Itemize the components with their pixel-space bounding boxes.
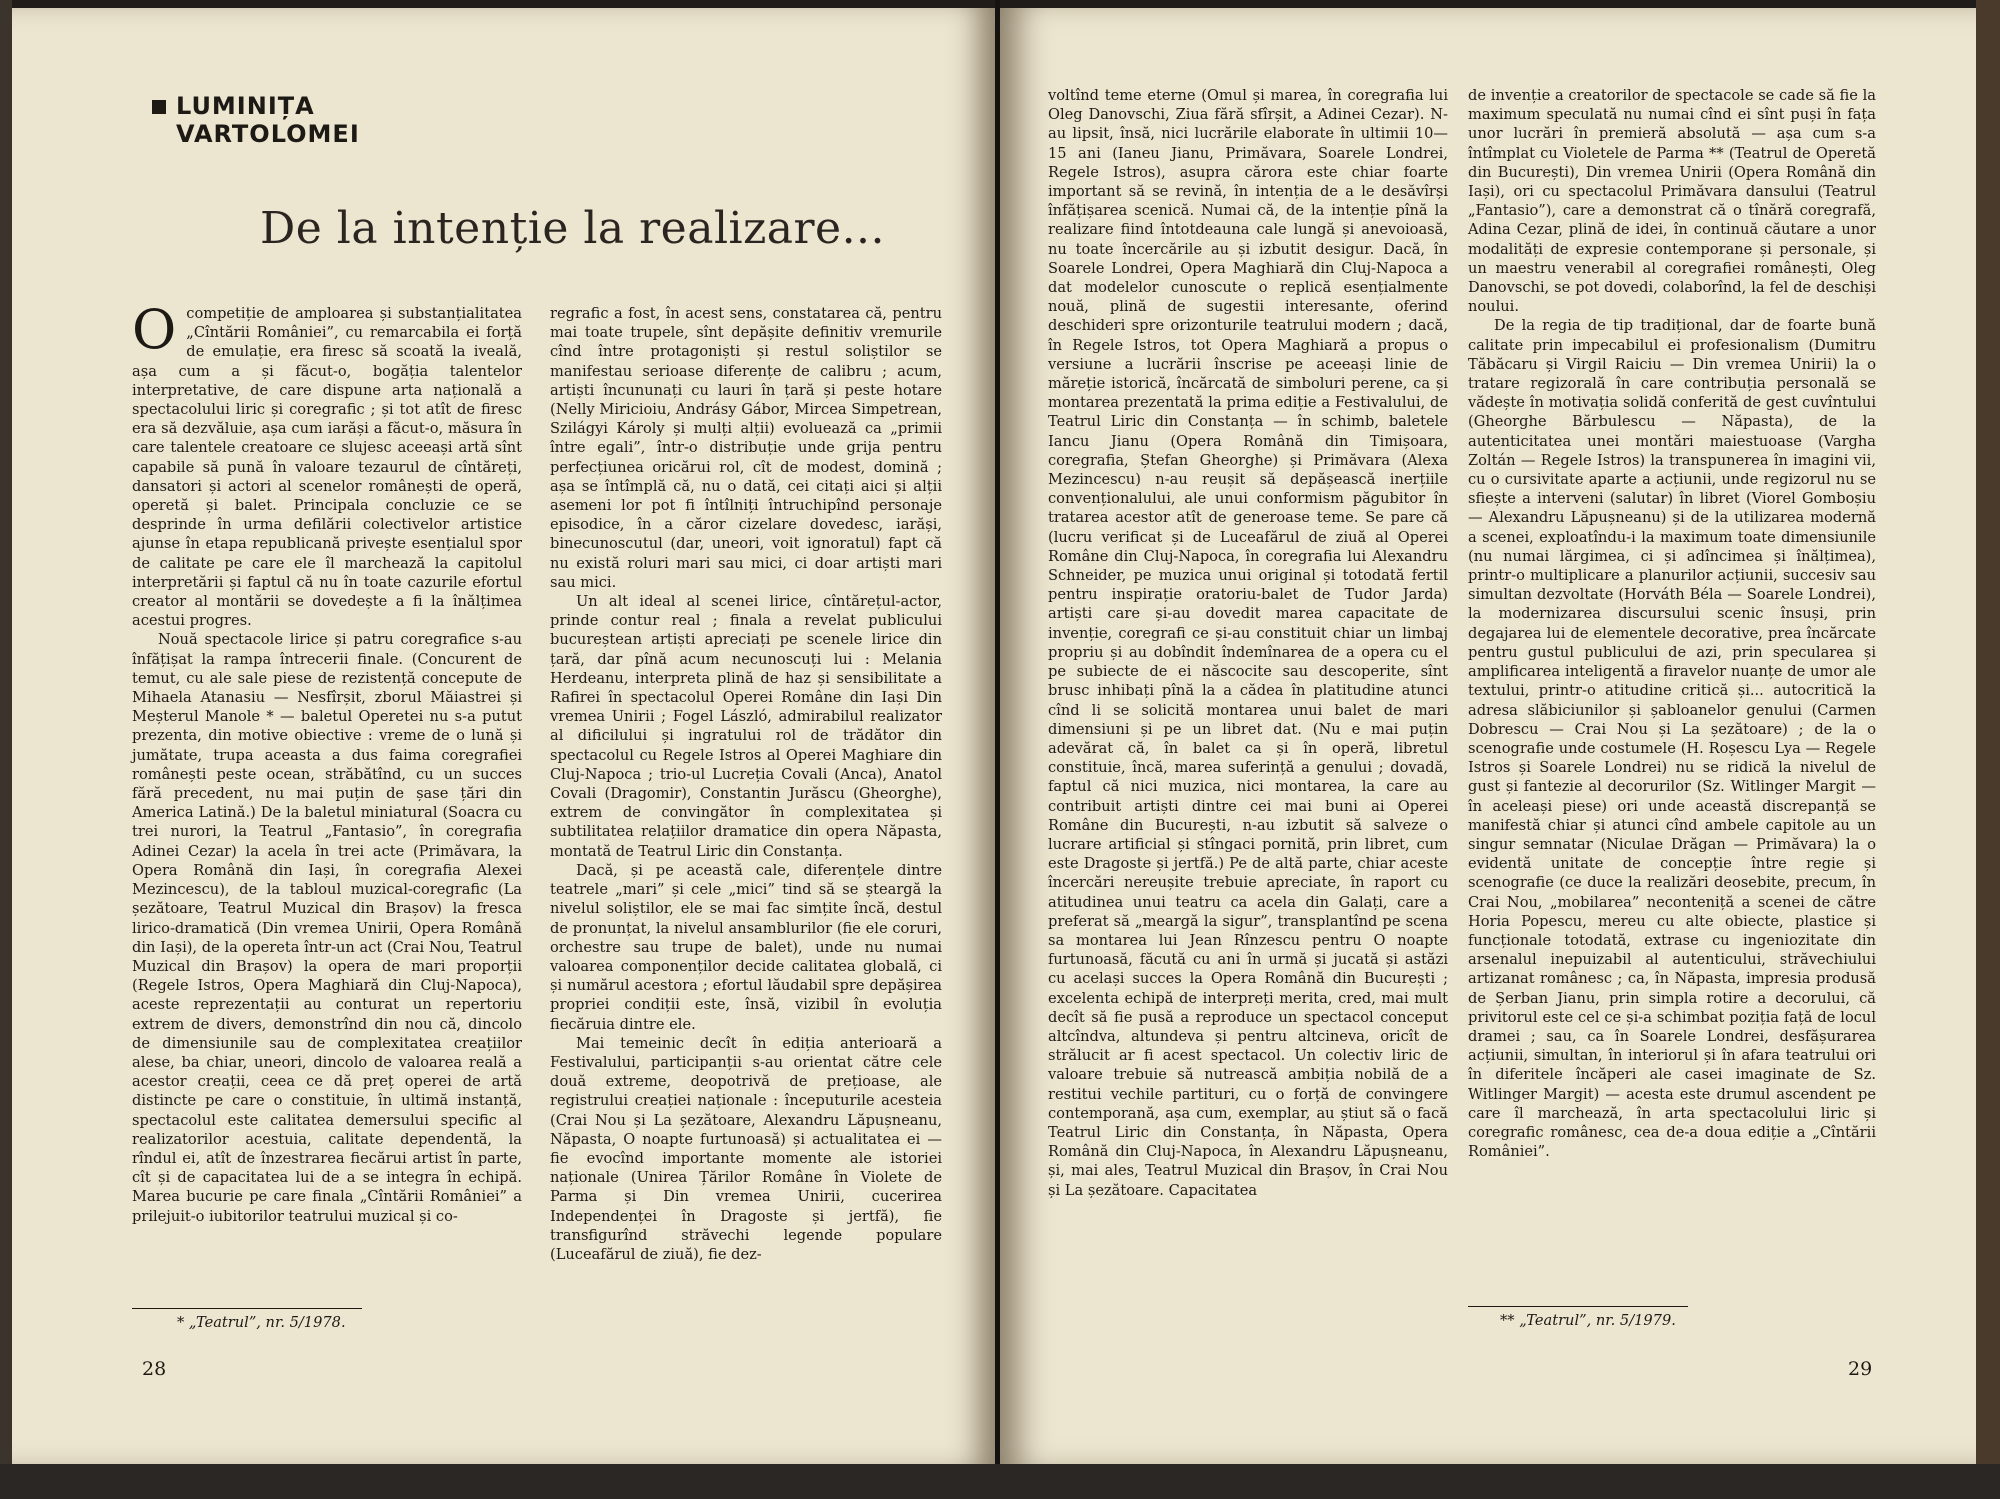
left-column-2: [550, 304, 942, 1264]
book-edge-right: [1976, 0, 2000, 1499]
left-page: [12, 8, 995, 1464]
author-square-bullet: [152, 100, 166, 114]
paragraph: Nouă spectacole lirice și patru coregrafice s-au înfățișat la rampa întrecerii finale. (Concurent de temut, cu ale sale piese de rezistență concepute de Mihaela Atanasiu — Nesfîrșit, zborul Măiastrei și Meșterul Manole * — baletul Operetei nu s-a putut prezenta, din motive obiective : vreme de o lună și jumătate, trupa aceasta a dus faima coregrafiei românești peste ocean, străbătînd, cu un succes fără precedent, nu mai puțin de șase țări din America Latină.) De la baletul miniatural (Soacra cu trei nurori, la Teatrul „Fantasio”, în coregrafia Adinei Cezar) la acela în trei acte (Primăvara, la Opera Română din Iași, în coregrafia Alexei Mezincescu), de la tabloul muzical-coregrafic (La șezătoare, Teatrul Muzical din Brașov) la fresca lirico-dramatică (Din vremea Unirii, Opera Română din Iași), de la opereta într-un act (Crai Nou, Teatrul Muzical din Brașov) la opera de mari proporții (Regele Istros, Opera Maghiară din Cluj-Napoca), aceste reprezentații au conturat un repertoriu extrem de divers, demonstrînd din nou că, dincolo de dimensiunile sau de complexitatea creațiilor alese, ba chiar, uneori, dincolo de valoarea reală a acestor creații, ceea ce dă preț operei de artă distincte pe care o constituie, în ultimă instanță, spectacolul este calitatea demersului specific al realizatorilor acestuia, calitate dependentă, la rîndul ei, atît de înzestrarea fiecărui artist în parte, cît și de capacitatea lui de a se integra în echipă. Marea bucurie pe care finala „Cîntării României” a prilejuit-o iubitorilor teatrului muzical și co-: [132, 631, 522, 1225]
paragraph: Mai temeinic decît în ediția anterioară a Festivalului, participanții s-au orientat către cele două extreme, deopotrivă de prețioase, ale registrului creației naționale : începuturile acesteia (Crai Nou și La șezătoare, Alexandru Lăpușneanu, Năpasta, O noapte furtunoasă) și actualitatea ei — fie evocînd importante momente ale istoriei naționale (Unirea Țărilor Române în Violete de Parma și Din vremea Unirii, cucerirea Independenței în Dragoste și jertfă), fie transfigurînd străvechi legende populare (Luceafărul de ziuă), fie dez-: [550, 1034, 942, 1263]
footnote: * „Teatrul”, nr. 5/1978.: [177, 1314, 346, 1331]
paragraph: De la regia de tip tradițional, dar de foarte bună calitate prin impecabilul ei profesionalism (Dumitru Tăbăcaru și Virgil Raiciu — Din vremea Unirii) la o tratare regizorală în care contribuția personală se vădește în motivația solidă conferită de gest cuvîntului (Gheorghe Bărbulescu — Năpasta), de la autenticitatea unei montări maiestuoase (Vargha Zoltán — Regele Istros) la transpunerea în imagini vii, cu o cursivitate aparte a acțiunii, unde regizorul nu se sfiește a interveni (salutar) în libret (Viorel Gomboșiu — Alexandru Lăpușneanu) și de la utilizarea modernă a scenei, exploatîndu-i la maximum toate dimensiunile (nu numai lărgimea, ci și adîncimea și înălțimea), printr-o multiplicare a planurilor acțiunii, succesiv sau simultan dezvoltate (Horváth Béla — Soarele Londrei), la modernizarea discursului scenic însuși, prin degajarea lui de elementele decorative, prea încărcate pentru gustul publicului de azi, prin specularea și amplificarea inteligentă a firavelor nuanțe de umor ale textului, printr-o atitudine critică și... autocritică la adresa slăbiciunilor și șabloanelor genului (Carmen Dobrescu — Crai Nou și La șezătoare) ; de la o scenografie unde costumele (H. Roșescu Lya — Regele Istros și Soarele Londrei) nu se ridică la nivelul de gust și fantezie al decorurilor (Sz. Witlinger Margit — în aceleași piese) ori unde această discrepanță se manifestă chiar și atunci cînd ambele capitole au un singur semnatar (Niculae Drăgan — Primăvara) la o evidentă unitate de concepție între regie și scenografie (ce duce la realizări deosebite, precum, în Crai Nou, „mobilarea” neconteniță a scenei de către Horia Popescu, mereu cu alte obiecte, plastice și funcționale totodată, extrase cu ingeniozitate din arsenalul inepuizabil al autenticului, străvechiului artizanat românesc ; ca, în Năpasta, impresia produsă de Șerban Jianu, prin simpla rotire a decorului, că privitorul este cel ce și-a schimbat poziția față de locul dramei ; sau, ca în Soarele Londrei, desfășurarea acțiunii, simultan, în interiorul și în afara teatrului ori în diferitele încăperi ale casei imaginate de Sz. Witlinger Margit) — acesta este drumul ascendent pe care îl marchează, în arta spectacolului liric și coregrafic românesc, cea de-a doua ediție a „Cîntării României”.: [1468, 317, 1876, 1161]
paragraph: regrafic a fost, în acest sens, constatarea că, pentru mai toate trupele, sînt depășite definitiv vremurile cînd între protagoniști și restul soliștilor se manifestau serioase diferențe de calibru ; acum, artiști încununați cu lauri în țară și peste hotare (Nelly Miricioiu, Andrásy Gábor, Mircea Simpetrean, Szilágyi Károly și mulți alții) evoluează ca „primii între egali”, într-o distribuție unde grija pentru perfecțiunea oricărui rol, cît de modest, domină ; așa se întîmplă că, nu o dată, cei citați aici și alții asemeni lor pot fi întîlniți întruchipînd personaje episodice, în a căror cizelare dovedesc, iarăși, binecunoscutul (dar, uneori, voit ignoratul) fapt că nu există roluri mari sau mici, ci doar artiști mari sau mici.: [550, 305, 942, 591]
book-bottom-edge: [0, 1464, 2000, 1499]
right-page: [1000, 8, 1976, 1464]
paragraph: voltînd teme eterne (Omul și marea, în coregrafia lui Oleg Danovschi, Ziua fără sfîrșit, a Adinei Cezar). N-au lipsit, însă, nici lucrările elaborate în ultimii 10—15 ani (Ianeu Jianu, Primăvara, Soarele Londrei, Regele Istros), asupra cărora este chiar foarte important să se revină, în intenția de a le desăvîrși înfățișarea scenică. Numai că, de la intenție pînă la realizare fiind întotdeauna cale lungă și anevoioasă, nu toate încercările au și izbutit desigur. Dacă, în Soarele Londrei, Opera Maghiară din Cluj-Napoca a dat modelelor cunoscute o replică esențialmente nouă, plină de sugestii interesante, oferind deschideri spre orizonturile teatrului modern ; dacă, în Regele Istros, tot Opera Maghiară a propus o versiune a lucrării înscrise pe aceeași linie de măreție istorică, încărcată de simboluri perene, ca și montarea prezentată la prima ediție a Festivalului, de Teatrul Liric din Constanța — în schimb, baletele Iancu Jianu (Opera Română din Timișoara, coregrafia, Ștefan Gheorghe) și Primăvara (Alexa Mezincescu) n-au reușit să depășească inerțiile convenționalului, ale unui conformism păgubitor în tratarea acestor atît de generoase teme. Se pare că (lucru verificat și de Luceafărul de ziuă al Operei Române din Cluj-Napoca, în coregrafia lui Alexandru Schneider, pe muzica unui original și totodată fertil pentru inspirație oratoriu-balet de Tudor Jarda) artiști care și-au dovedit marea capacitate de invenție, coregrafi ce și-au constituit chiar un limbaj propriu și au dobîndit îndemînarea de a opera cu el pe subiecte de ei născocite sau descoperite, sînt brusc inhibați pînă la a cădea în platitudine atunci cînd li se solicită montarea unui balet de mari dimensiuni și pe un libret dat. (Nu e mai puțin adevărat că, în balet ca și în operă, libretul constituie, încă, marea suferință a genului ; dovadă, faptul că nici muzica, nici montarea, la care au contribuit artiști dintre cei mai buni ai Operei Române din București, n-au izbutit să salveze o lucrare artificial și stîngaci pornită, prin libret, cum este Dragoste și jertfă.) Pe de altă parte, chiar aceste încercări nereușite trebuie apreciate, în raport cu atitudinea unui teatru ca acela din Galați, care a preferat să „meargă la sigur”, transplantînd pe scena sa montarea lui Jean Rînzescu pentru O noapte furtunoasă, făcută cu ani în urmă și jucată și astăzi cu același succes la Opera Română din București ; excelenta echipă de interpreți merita, cred, mai mult decît să fie pusă a reproduce un spectacol conceput altcîndva, altundeva și pentru altcineva, oricît de strălucit ar fi acest spectacol. Un colectiv liric de valoare trebuie să nutrească ambiția nobilă de a restitui vechile partituri, cu o forță de convingere contemporană, așa cum, exemplar, au știut să o facă Teatrul Liric din Constanța, în Năpasta, Opera Română din Cluj-Napoca, în Alexandru Lăpușneanu, și, mai ales, Teatrul Muzical din Brașov, în Crai Nou și La șezătoare. Capacitatea: [1048, 87, 1448, 1199]
paragraph: de invenție a creatorilor de spectacole se cade să fie la maximum speculată nu numai cînd ei sînt puși în fața unor lucrări în premieră absolută — așa cum s-a întîmplat cu Violetele de Parma ** (Teatrul de Operetă din București), Din vremea Unirii (Opera Română din Iași), ori cu spectacolul Primăvara dansului (Teatrul „Fantasio”), care a demonstrat că o tînără coregrafă, Adina Cezar, plină de idei, în continuă căutare a unor modalități de expresie contemporane și personale, și un maestru venerabil al coregrafiei românești, Oleg Danovschi, se pot dovedi, colaborînd, la fel de deschiși noului.: [1468, 87, 1876, 316]
paragraph: Dacă, și pe această cale, diferențele dintre teatrele „mari” și cele „mici” tind să se șteargă la nivelul soliștilor, ele se mai fac simțite încă, destul de pronunțat, la nivelul ansamblurilor (fie ele coruri, orchestre sau trupe de balet), unde nu numai valoarea componenților decide calitatea globală, ci și numărul acestora ; efortul lăudabil spre depășirea propriei condiții este, însă, vizibil în evoluția fiecăruia dintre ele.: [550, 861, 942, 1033]
book-edge-left: [0, 0, 12, 1499]
page-number: 28: [142, 1358, 167, 1380]
author-name: LUMINIȚA VARTOLOMEI: [176, 92, 360, 148]
footnote-rule: [1468, 1306, 1688, 1307]
page-number: 29: [1848, 1358, 1873, 1380]
article-title: De la intenție la realizare...: [260, 203, 886, 254]
drop-cap: O: [132, 298, 177, 361]
paragraph: Un alt ideal al scenei lirice, cîntărețul-actor, prinde contur real ; finala a revelat publicului bucureștean artiști apreciați pe scenele lirice din țară, dar pînă acum necunoscuți lui : Melania Herdeanu, interpreta plină de haz și sensibilitate a Rafirei în spectacolul Operei Române din Iași Din vremea Unirii ; Fogel László, admirabilul realizator al dificilului și ingratului rol de trădător din spectacolul cu Regele Istros al Operei Maghiare din Cluj-Napoca ; trio-ul Lucreția Covali (Anca), Anatol Covali (Dragomir), Constantin Jurăscu (Gheorghe), extrem de convingător în complexitatea și subtilitatea relațiilor dramatice din opera Năpasta, montată de Teatrul Liric din Constanța.: [550, 593, 942, 860]
left-column-1: [132, 298, 522, 1226]
paragraph: Ocompetiție de amploarea și substanțialitatea „Cîntării României”, cu remarcabila ei forță de emulație, era firesc să scoată la iveală, așa cum a și făcut-o, bogăția talentelor interpretative, de care dispune arta națională a spectacolului liric și coregrafic ; și tot atît de firesc era să dezvăluie, așa cum iarăși a făcut-o, măsura în care talentele creatoare ce slujesc aceeași artă sînt capabile să pună în valoare tezaurul de cîntăreți, dansatori și actori al scenelor românești de operă, operetă și balet. Principala concluzie ce se desprinde în urma defilării colectivelor artistice ajunse în etapa republicană privește esențialul spor de calitate pe care ele îl marchează la capitolul interpretării și faptul că nu în toate cazurile efortul creator al montării se dovedește a fi la înălțimea acestui progres.: [132, 298, 522, 630]
right-column-1: [1048, 86, 1448, 1200]
right-column-2: [1468, 86, 1876, 1161]
footnote-rule: [132, 1308, 362, 1309]
footnote: ** „Teatrul”, nr. 5/1979.: [1500, 1312, 1676, 1329]
